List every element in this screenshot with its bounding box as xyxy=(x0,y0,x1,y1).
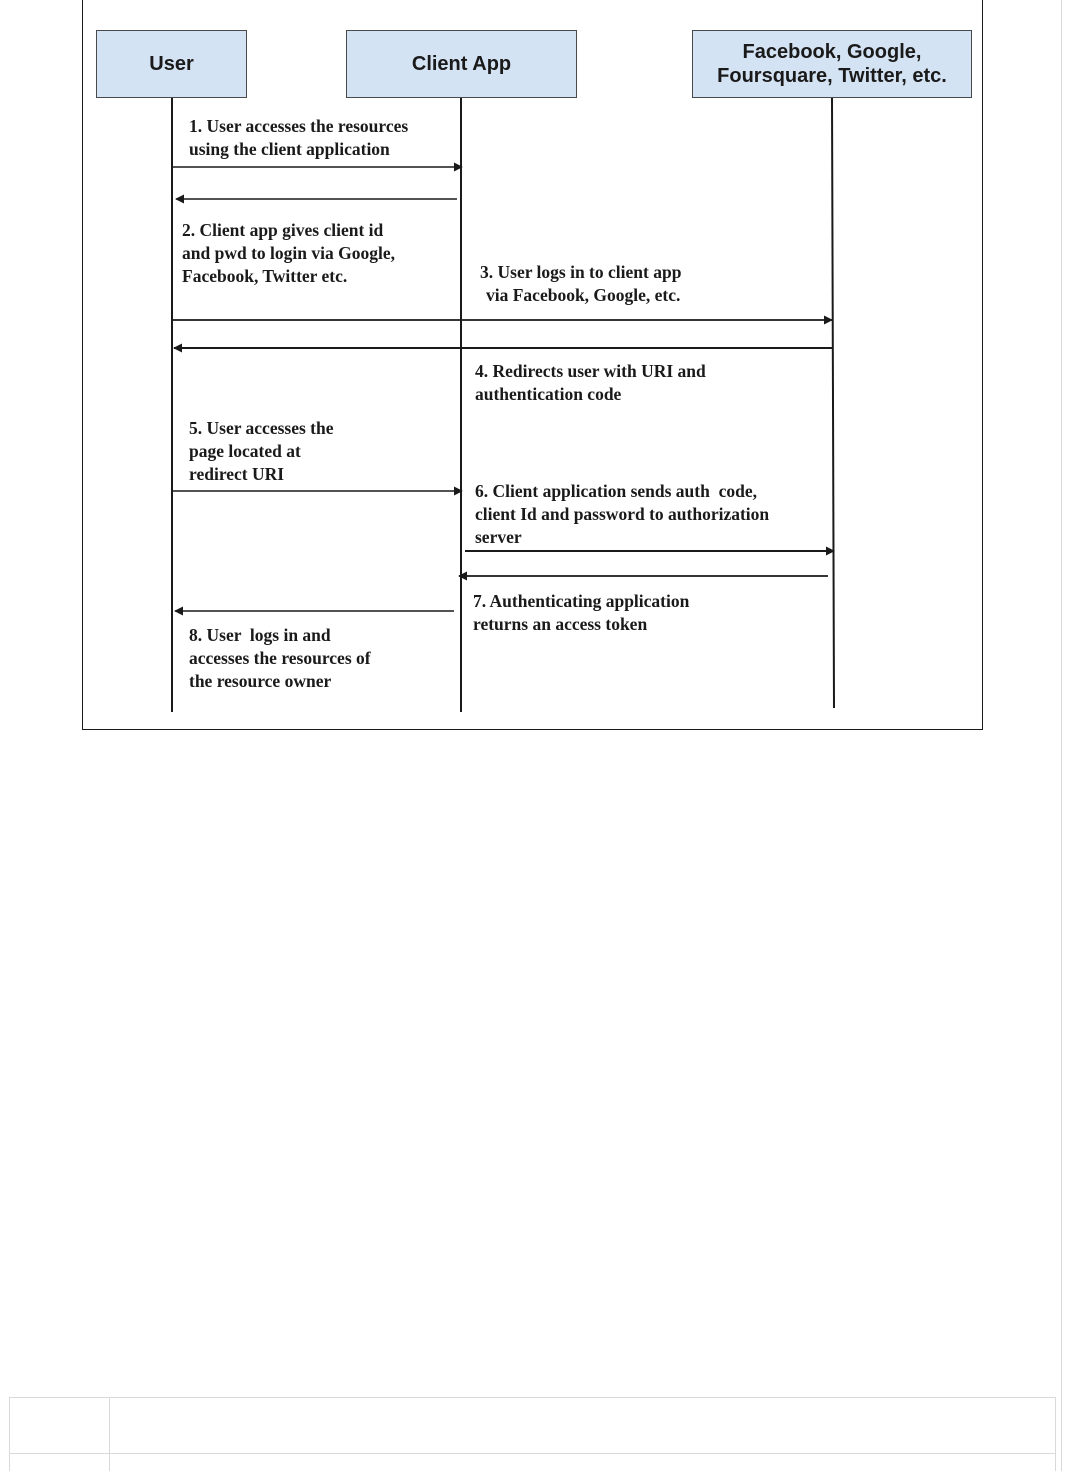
message-4-label xyxy=(475,360,706,406)
message-1-line: using the client application xyxy=(189,139,390,159)
message-1-line: 1. User accesses the resources xyxy=(189,116,409,136)
message-5-line: redirect URI xyxy=(189,464,285,484)
message-8-label xyxy=(189,624,371,693)
message-7-line: returns an access token xyxy=(473,614,648,634)
participant-client-label: Client App xyxy=(411,53,512,75)
participant-provider xyxy=(692,30,972,98)
message-7-label xyxy=(473,590,689,636)
message-8-line: the resource owner xyxy=(189,671,332,691)
message-5-line: page located at xyxy=(189,441,301,461)
bottom-table xyxy=(9,1397,1056,1471)
provider-lifeline xyxy=(832,98,834,708)
message-4-line: authentication code xyxy=(475,384,622,404)
message-6-line: 6. Client application sends auth code, xyxy=(475,481,757,501)
participant-client-app xyxy=(346,30,577,98)
participant-user-label: User xyxy=(149,53,194,75)
message-6-label xyxy=(475,480,769,549)
message-6-line: client Id and password to authorization xyxy=(475,504,770,524)
table-row xyxy=(10,1454,1055,1471)
message-3-label xyxy=(480,261,681,307)
message-2-label xyxy=(182,219,395,288)
table-row xyxy=(10,1398,1055,1454)
participant-provider-label-line2: Foursquare, Twitter, etc. xyxy=(717,65,947,87)
message-6-line: server xyxy=(475,527,522,547)
message-3-line: 3. User logs in to client app xyxy=(480,262,682,282)
message-4-line: 4. Redirects user with URI and xyxy=(475,361,706,381)
message-2-line: Facebook, Twitter etc. xyxy=(182,266,348,286)
message-1-label xyxy=(189,115,408,161)
message-7-line: 7. Authenticating application xyxy=(473,591,690,611)
message-5-label xyxy=(189,417,334,486)
message-8-line: 8. User logs in and xyxy=(189,625,331,645)
message-2-line: and pwd to login via Google, xyxy=(182,243,395,263)
message-5-line: 5. User accesses the xyxy=(189,418,334,438)
message-2-line: 2. Client app gives client id xyxy=(182,220,384,240)
participant-provider-label-line1: Facebook, Google, xyxy=(742,41,922,63)
participant-user xyxy=(96,30,247,98)
message-3-line: via Facebook, Google, etc. xyxy=(486,285,681,305)
message-8-line: accesses the resources of xyxy=(189,648,371,668)
table-column-divider xyxy=(109,1398,110,1471)
